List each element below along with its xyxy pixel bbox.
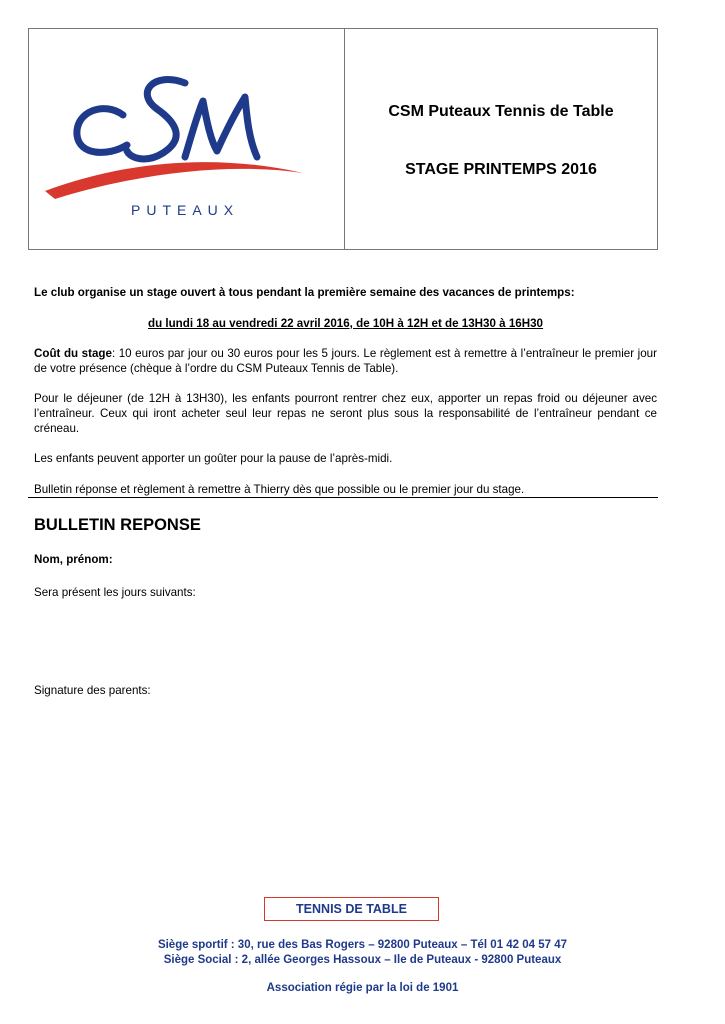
club-title: CSM Puteaux Tennis de Table [388,103,614,120]
header-box [28,28,658,250]
tennis-de-table-badge: TENNIS DE TABLE [264,897,439,921]
nom-label: Nom, prénom: [34,553,113,566]
signature-label: Signature des parents: [34,684,151,697]
logo-cell [29,29,345,249]
bulletin-title: BULLETIN REPONSE [34,516,201,534]
footer-association: Association régie par la loi de 1901 [266,982,459,994]
bulletin-info: Bulletin réponse et règlement à remettre à Thierry dès que possible ou le premier jour du stage. [34,483,525,496]
title-cell [345,29,657,249]
logo-subtitle: PUTEAUX [131,202,240,218]
cout-label: Coût du stage [34,347,112,360]
cout-paragraph [34,346,657,376]
cout-text: : 10 euros par jour ou 30 euros pour les 5 jours. Le règlement est à remettre à l’entraîneur le premier jour de votre présence (chèque à l’ordre du CSM Puteaux Tennis de Table). [34,347,657,375]
intro-text: Le club organise un stage ouvert à tous pendant la première semaine des vacances de printemps: [34,286,575,299]
footer-siege-sportif: Siège sportif : 30, rue des Bas Rogers – 92800 Puteaux – Tél 01 42 04 57 47 [157,939,568,951]
stage-title: STAGE PRINTEMPS 2016 [405,161,597,178]
divider [28,497,658,498]
gouter-paragraph: Les enfants peuvent apporter un goûter pour la pause de l’après-midi. [34,452,393,465]
dejeuner-paragraph: Pour le déjeuner (de 12H à 13H30), les enfants pourront rentrer chez eux, apporter un repas froid ou déjeuner avec l’entraîneur. Ceux qui iront acheter seul leur repas ne seront plus sous la responsabilité de l’entraîneur pendant ce créneau. [34,392,657,435]
csm-puteaux-logo-icon [35,53,335,233]
jours-label: Sera présent les jours suivants: [34,586,196,599]
footer-siege-social: Siège Social : 2, allée Georges Hassoux – Ile de Puteaux - 92800 Puteaux [163,954,562,966]
dates-text: du lundi 18 au vendredi 22 avril 2016, de 10H à 12H et de 13H30 à 16H30 [147,317,544,330]
